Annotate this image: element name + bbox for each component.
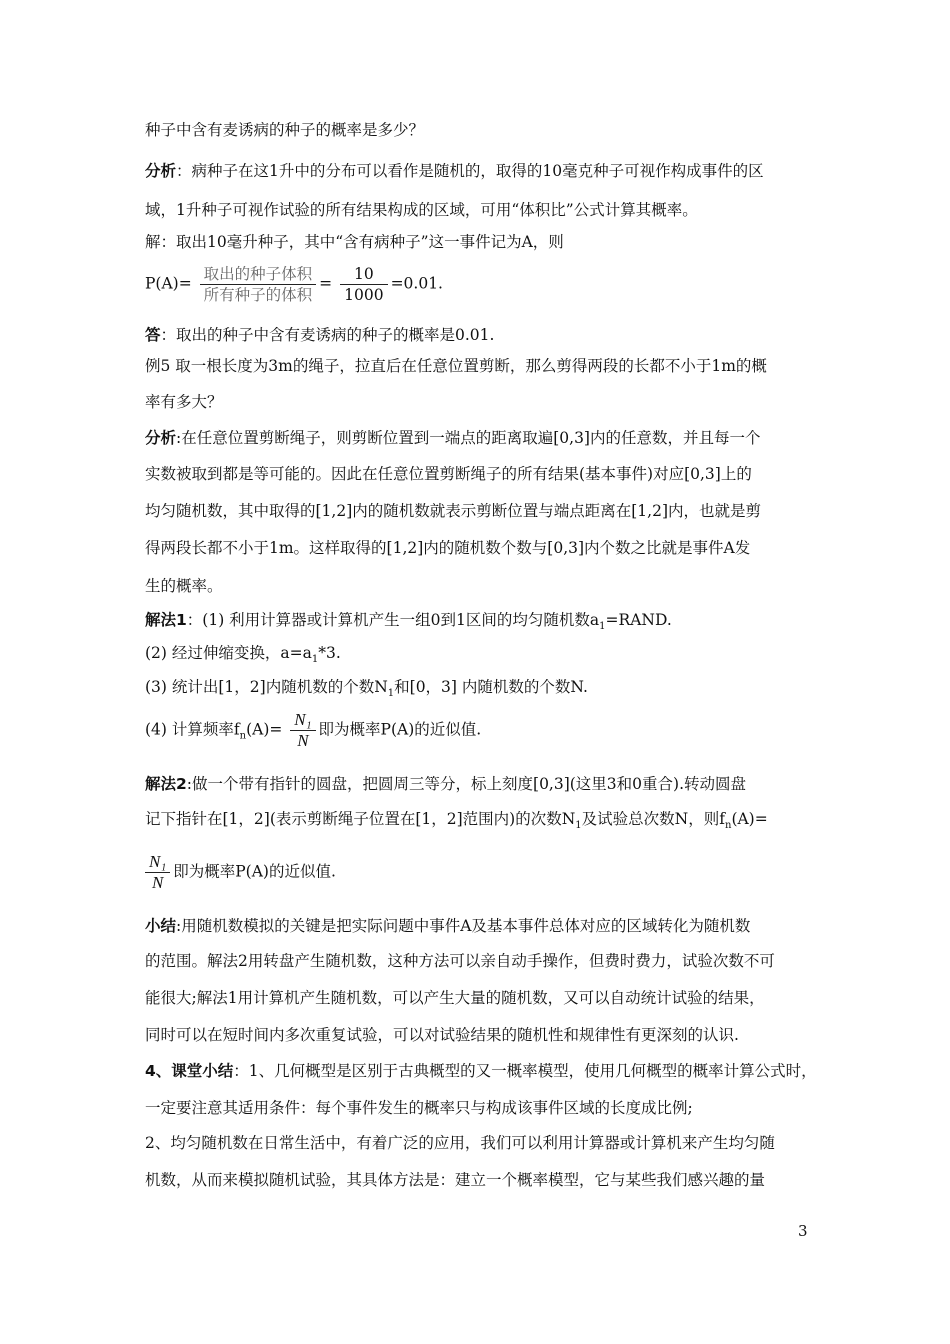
text-line: 能很大;解法1用计算机产生随机数，可以产生大量的随机数，又可以自动统计试验的结果， — [145, 989, 765, 1007]
text-line: 2、均匀随机数在日常生活中，有着广泛的应用，我们可以利用计算器或计算机来产生均匀随 — [145, 1134, 775, 1152]
text-line: 得两段长都不小于1m。这样取得的[1,2]内的随机数个数与[0,3]内个数之比就是事件A发 — [145, 539, 751, 557]
text-line: 小结:用随机数模拟的关键是把实际问题中事件A及基本事件总体对应的区域转化为随机数 — [145, 917, 751, 935]
page-number: 3 — [798, 1222, 808, 1240]
formula-line: P(A)= $\frac{\text{取出的种子体积}}{\text{所有种子的体积}}$ = $\frac{10}{1000}$ =0.01. — [145, 265, 443, 304]
text-line: 4、课堂小结：1、几何概型是区别于古典概型的又一概率模型，使用几何概型的概率计算公式时， — [145, 1062, 817, 1080]
text-line: 同时可以在短时间内多次重复试验，可以对试验结果的随机性和规律性有更深刻的认识. — [145, 1026, 739, 1044]
text-line: 解法1：(1) 利用计算器或计算机产生一组0到1区间的均匀随机数$a_1=RAND$. — [145, 611, 672, 633]
label-method-1: 解法1 — [145, 611, 187, 629]
text-line: (2) 经过伸缩变换，$a=a_1*3$. — [145, 644, 341, 666]
label-analysis: 分析 — [145, 429, 177, 447]
text-line: 生的概率。 — [145, 577, 223, 595]
volume-fraction: $\frac{\text{取出的种子体积}}{\text{所有种子的体积}}$ — [200, 264, 317, 305]
text-line: 机数，从而来模拟随机试验，其具体方法是：建立一个概率模型，它与某些我们感兴趣的量 — [145, 1171, 766, 1189]
label-answer: 答 — [145, 326, 161, 344]
text-line: 实数被取到都是等可能的。因此在任意位置剪断绳子的所有结果(基本事件)对应[0,3]上的 — [145, 465, 752, 483]
label-class-summary: 4、课堂小结 — [145, 1062, 234, 1080]
text-line: 解法2:做一个带有指针的圆盘，把圆周三等分，标上刻度[0,3](这里3和0重合).转动圆盘 — [145, 775, 747, 793]
text-line: 分析:在任意位置剪断绳子，则剪断位置到一端点的距离取遍[0,3]内的任意数，并且每一个 — [145, 429, 761, 447]
text-line: 的范围。解法2用转盘产生随机数，这种方法可以亲自动手操作，但费时费力，试验次数不可 — [145, 952, 775, 970]
formula-line: (4) 计算频率$f_n(A)=$ $\frac{\text{N₁}}{N}$ 即为概率P(A)的近似值. — [145, 710, 482, 750]
text-line: 率有多大？ — [145, 393, 223, 411]
frequency-fraction: $\frac{\text{N₁}}{N}$ — [145, 852, 170, 893]
text-line: (3) 统计出[1，2]内随机数的个数$N_1$和[0，3] 内随机数的个数N. — [145, 678, 588, 700]
numeric-fraction: $\frac{10}{1000}$ — [340, 264, 387, 305]
text-line: 例5 取一根长度为3m的绳子，拉直后在任意位置剪断，那么剪得两段的长都不小于1m的概 — [145, 357, 767, 375]
text-line: 记下指针在[1，2](表示剪断绳子位置在[1，2]范围内)的次数$N_1$及试验总次数N，则$f_n(A)=$ — [145, 810, 768, 832]
label-method-2: 解法2 — [145, 775, 187, 793]
text-line: 均匀随机数，其中取得的[1,2]内的随机数就表示剪断位置与端点距离在[1,2]内，也就是剪 — [145, 502, 761, 520]
frequency-fraction: $\frac{\text{N₁}}{N}$ — [290, 710, 315, 751]
text-line: 解：取出10毫升种子，其中“含有病种子”这一事件记为A，则 — [145, 233, 564, 251]
text-line: 答：取出的种子中含有麦诱病的种子的概率是0.01. — [145, 326, 495, 344]
label-summary: 小结 — [145, 917, 177, 935]
formula-line: $\frac{\text{N₁}}{N}$ 即为概率P(A)的近似值. — [145, 852, 336, 893]
text-line: 分析：病种子在这1升中的分布可以看作是随机的，取得的10毫克种子可视作构成事件的区 — [145, 162, 764, 180]
text-line: 一定要注意其适用条件：每个事件发生的概率只与构成该事件区域的长度成比例; — [145, 1099, 693, 1117]
text-line: 域，1升种子可视作试验的所有结果构成的区域，可用“体积比”公式计算其概率。 — [145, 201, 698, 219]
label-analysis: 分析 — [145, 162, 177, 180]
text-line: 种子中含有麦诱病的种子的概率是多少？ — [145, 121, 425, 139]
